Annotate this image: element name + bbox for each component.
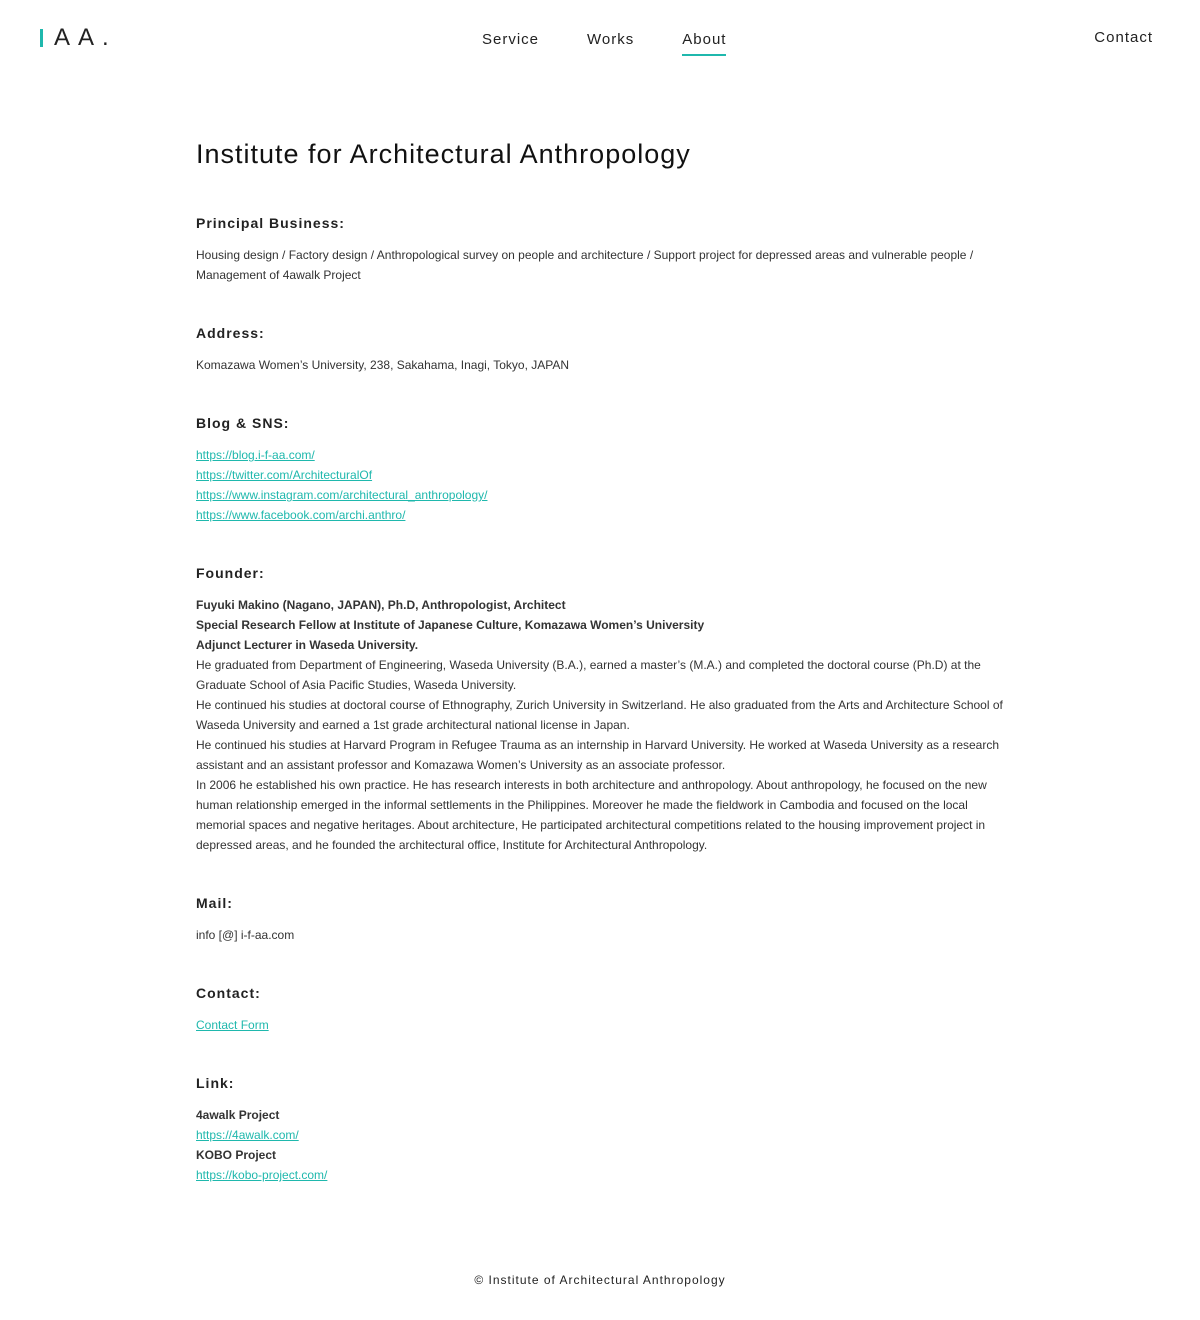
- contact-section: [196, 983, 1006, 1035]
- blog-link[interactable]: https://blog.i-f-aa.com/: [196, 448, 315, 462]
- link-url-kobo[interactable]: https://kobo-project.com/: [196, 1168, 328, 1182]
- founder-bio-2: He continued his studies at doctoral course of Ethnography, Zurich University in Switzerland. He also graduated from the Arts and Architecture School of Waseda University and earned a 1st grade architectural national license in Japan.: [196, 698, 1003, 732]
- nav-works[interactable]: Works: [587, 31, 635, 48]
- address-section: [196, 323, 1006, 375]
- twitter-link[interactable]: https://twitter.com/ArchitecturalOf: [196, 468, 373, 482]
- nav-about[interactable]: About: [682, 31, 726, 54]
- mail-heading: Mail:: [196, 895, 233, 911]
- address-heading: Address:: [196, 325, 265, 341]
- site-footer: [0, 1273, 1200, 1287]
- founder-bio-3: He continued his studies at Harvard Program in Refugee Trauma as an internship in Harvard University. He worked at Waseda University as a research assistant and an assistant professor and Komazawa Women’s University as an associate professor.: [196, 738, 1000, 772]
- principal-business-section: [196, 213, 1006, 285]
- nav-service[interactable]: Service: [482, 31, 540, 48]
- link-url-4awalk[interactable]: https://4awalk.com/: [196, 1128, 299, 1142]
- link-heading: Link:: [196, 1075, 235, 1091]
- contact-form-link[interactable]: Contact Form: [196, 1018, 269, 1032]
- founder-position-1: Special Research Fellow at Institute of Japanese Culture, Komazawa Women’s University: [196, 618, 705, 632]
- link-name-4awalk: 4awalk Project: [196, 1108, 280, 1122]
- blog-sns-heading: Blog & SNS:: [196, 415, 290, 431]
- founder-position-2: Adjunct Lecturer in Waseda University.: [196, 638, 419, 652]
- principal-business-heading: Principal Business:: [196, 215, 345, 231]
- mail-text: info [@] i-f-aa.com: [196, 928, 295, 942]
- founder-bio-4: In 2006 he established his own practice. He has research interests in both architecture and anthropology. About anthropology, he focused on the new human relationship emerged in the informal settlements in the Philippines. Moreover he made the fieldwork in Cambodia and focused on the local memorial spaces and negative heritages. About architecture, He participated architectural competitions related to the housing improvement project in depressed areas, and he founded the architectural office, Institute for Architectural Anthropology.: [196, 778, 987, 852]
- facebook-link[interactable]: https://www.facebook.com/archi.anthro/: [196, 508, 406, 522]
- page-title: Institute for Architectural Anthropology: [196, 139, 691, 169]
- nav-contact[interactable]: Contact: [1094, 29, 1153, 46]
- link-section: [196, 1073, 1006, 1185]
- principal-business-text: Housing design / Factory design / Anthropological survey on people and architecture / Support project for depressed areas and vulnerable people / Management of 4awalk Project: [196, 248, 974, 282]
- main-content: [196, 138, 1006, 1223]
- site-logo[interactable]: [40, 26, 117, 50]
- logo-accent-bar: [40, 29, 43, 47]
- logo-text: AA.: [54, 24, 117, 51]
- mail-section: [196, 893, 1006, 945]
- site-header: [0, 0, 1200, 80]
- founder-section: [196, 563, 1006, 855]
- main-nav: [482, 31, 774, 54]
- copyright-text: © Institute of Architectural Anthropology: [474, 1273, 726, 1287]
- founder-heading: Founder:: [196, 565, 265, 581]
- blog-sns-section: [196, 413, 1006, 525]
- instagram-link[interactable]: https://www.instagram.com/architectural_anthropology/: [196, 488, 488, 502]
- link-name-kobo: KOBO Project: [196, 1148, 277, 1162]
- address-text: Komazawa Women’s University, 238, Sakahama, Inagi, Tokyo, JAPAN: [196, 358, 570, 372]
- founder-bio-1: He graduated from Department of Engineering, Waseda University (B.A.), earned a master’s (M.A.) and completed the doctoral course (Ph.D) at the Graduate School of Asia Pacific Studies, Waseda University.: [196, 658, 981, 692]
- contact-heading: Contact:: [196, 985, 261, 1001]
- founder-name: Fuyuki Makino (Nagano, JAPAN), Ph.D, Anthropologist, Architect: [196, 598, 566, 612]
